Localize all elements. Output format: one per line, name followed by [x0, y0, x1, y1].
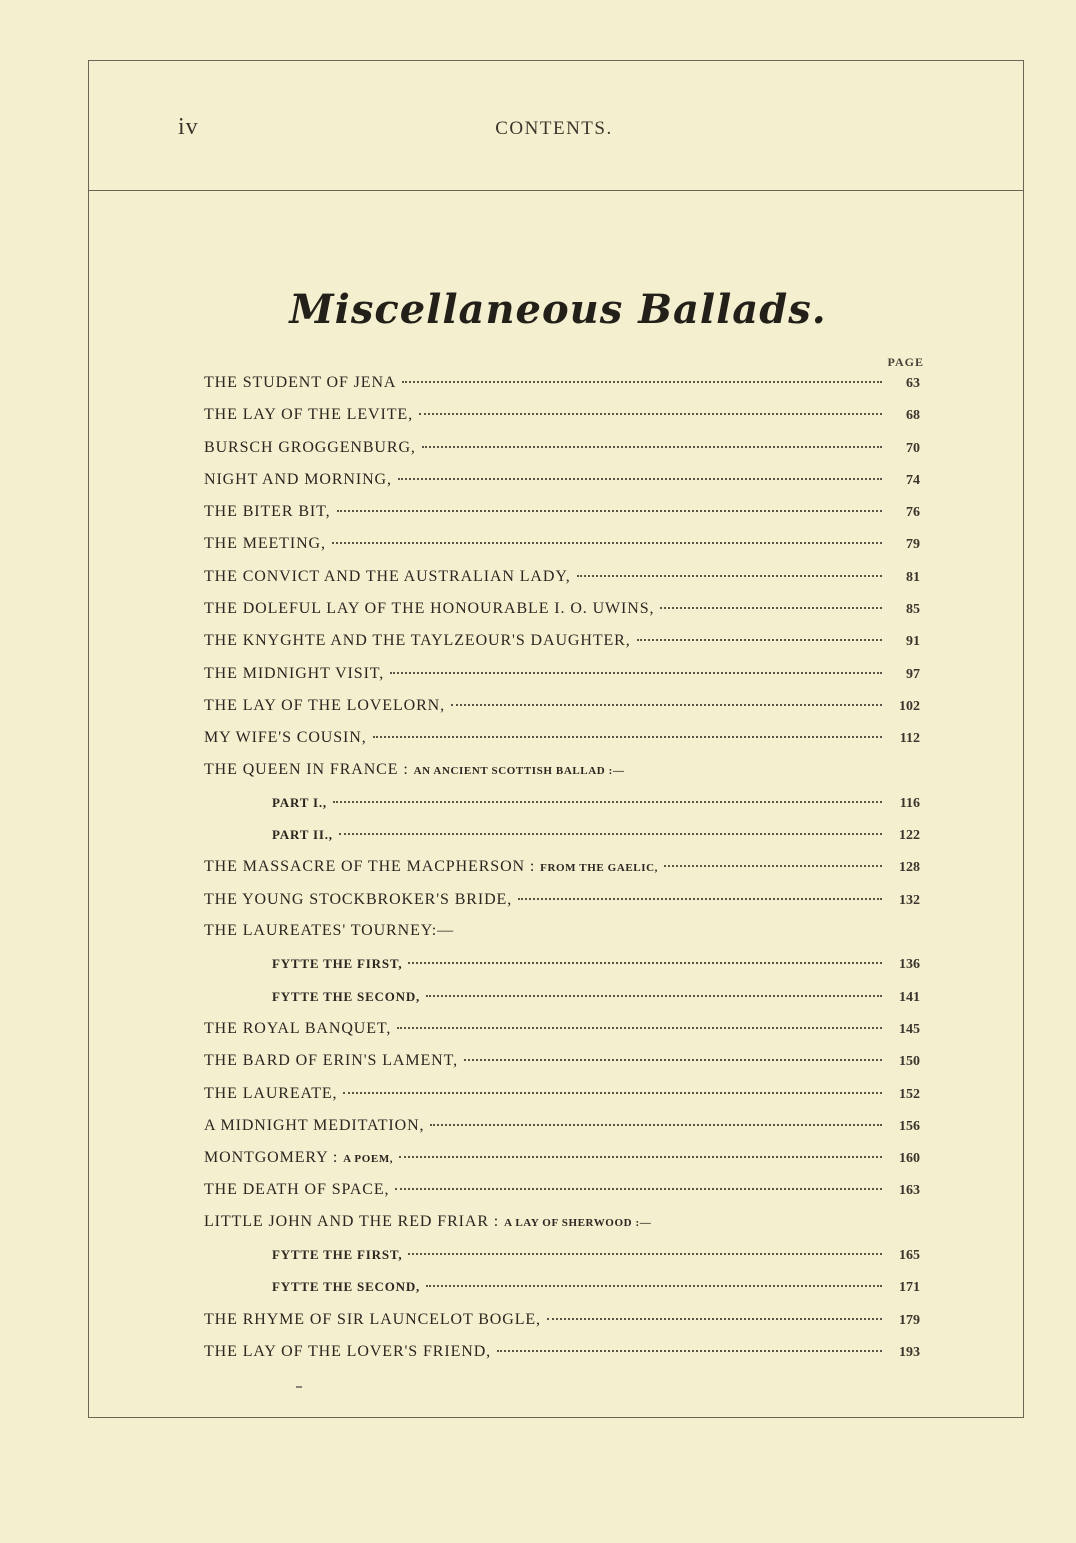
toc-entry-main-title: THE YOUNG STOCKBROKER'S BRIDE,	[204, 890, 513, 908]
toc-entry-title	[204, 761, 625, 779]
toc-entry-page: 81	[906, 569, 920, 585]
toc-entry-title	[272, 827, 333, 843]
dot-leader	[419, 401, 882, 415]
toc-entry	[204, 1342, 920, 1374]
toc-entry-main-title: MONTGOMERY :	[204, 1149, 339, 1167]
toc-entry-main-title: FYTTE THE FIRST,	[272, 956, 403, 972]
toc-entry-page: 122	[899, 828, 920, 844]
toc-entry-page: 76	[906, 505, 920, 521]
toc-entry-title	[204, 632, 631, 650]
toc-entry-title	[204, 535, 326, 553]
toc-entry-title	[204, 729, 367, 747]
dot-leader	[402, 369, 882, 383]
toc-entry	[204, 1180, 920, 1212]
toc-entry-main-title: THE LAY OF THE LEVITE,	[204, 406, 413, 424]
toc-entry-title	[204, 922, 454, 940]
dot-leader	[426, 983, 882, 997]
toc-entry-page: 79	[906, 537, 920, 553]
toc-entry-page: 132	[899, 892, 920, 908]
toc-entry-title	[272, 1247, 402, 1263]
dot-leader	[408, 950, 882, 964]
toc-entry-page: 136	[899, 957, 920, 973]
toc-entry-title	[272, 795, 327, 811]
toc-entry-main-title: THE QUEEN IN FRANCE :	[204, 760, 409, 778]
toc-entry-main-title: BURSCH GROGGENBURG,	[204, 438, 416, 456]
header-rule	[88, 190, 1024, 191]
dot-leader	[577, 563, 882, 577]
dot-leader	[373, 724, 882, 738]
toc-entry-page: 74	[906, 472, 920, 488]
toc-entry-main-title: THE ROYAL BANQUET,	[204, 1019, 392, 1037]
toc-entry-title	[204, 1181, 389, 1199]
toc-entry-main-title: THE LAY OF THE LOVELORN,	[204, 696, 445, 714]
toc-entry-main-title: THE CONVICT AND THE AUSTRALIAN LADY,	[204, 567, 571, 585]
dot-leader	[422, 434, 882, 448]
toc-entry-page: 179	[899, 1312, 920, 1328]
toc-entry-page: 150	[899, 1054, 920, 1070]
toc-entry-main-title: FYTTE THE SECOND,	[272, 1279, 421, 1295]
toc-entry-page: 112	[899, 731, 920, 747]
toc-entry-title	[272, 989, 420, 1005]
toc-entry-title	[204, 1149, 393, 1167]
toc-entry-page: 160	[899, 1151, 920, 1167]
dot-leader	[332, 530, 882, 544]
toc-entry-main-title: THE STUDENT OF JENA	[204, 374, 397, 391]
print-speck	[296, 1386, 302, 1388]
toc-entry-page: 70	[906, 440, 920, 456]
dot-leader	[451, 692, 882, 706]
toc-entry-main-title: THE RHYME OF SIR LAUNCELOT BOGLE,	[204, 1310, 541, 1328]
dot-leader	[637, 627, 882, 641]
toc-entry-title	[204, 858, 658, 876]
dot-leader	[397, 1015, 882, 1029]
toc-entry-page: 68	[906, 408, 920, 424]
toc-entry-main-title: THE MIDNIGHT VISIT,	[204, 664, 385, 682]
running-head: CONTENTS.	[495, 118, 613, 139]
dot-leader	[464, 1047, 882, 1061]
toc-entry-subtitle: FROM THE GAELIC,	[540, 862, 659, 875]
toc-entry-title	[204, 1020, 391, 1038]
toc-entry-title	[204, 697, 445, 715]
dot-leader	[660, 595, 882, 609]
dot-leader	[430, 1112, 882, 1126]
dot-leader	[547, 1306, 882, 1320]
toc-entry-title	[204, 1343, 491, 1361]
toc-entry-page: 171	[899, 1280, 920, 1296]
toc-entry-subtitle: A LAY OF SHERWOOD :—	[504, 1216, 652, 1229]
toc-entry-title	[204, 665, 384, 683]
toc-entry-title	[204, 439, 416, 457]
toc-entry-main-title: THE KNYGHTE AND THE TAYLZEOUR'S DAUGHTER,	[204, 632, 631, 650]
toc-entry-page: 91	[906, 634, 920, 650]
toc-entry-subtitle: AN ANCIENT SCOTTISH BALLAD :—	[413, 764, 625, 777]
dot-leader	[395, 1176, 882, 1190]
toc-entry-subtitle: A POEM,	[343, 1153, 394, 1166]
dot-leader	[339, 821, 882, 835]
toc-entry-title	[204, 503, 331, 521]
toc-entry-title	[204, 1117, 424, 1135]
toc-entry-title	[204, 891, 512, 909]
toc-entry-main-title: THE DEATH OF SPACE,	[204, 1181, 390, 1199]
toc-entry-page: 152	[899, 1086, 920, 1102]
toc-entry-main-title: A MIDNIGHT MEDITATION,	[204, 1116, 425, 1134]
toc-entry-title	[204, 600, 654, 618]
dot-leader	[333, 789, 882, 803]
dot-leader	[398, 466, 882, 480]
dot-leader	[343, 1080, 882, 1094]
toc-entry-title	[272, 1279, 420, 1295]
toc-entry-page: 63	[906, 376, 920, 391]
toc-entry-main-title: PART II.,	[272, 827, 333, 843]
toc-entry-main-title: THE BARD OF ERIN'S LAMENT,	[204, 1052, 458, 1070]
toc-entry-page: 156	[899, 1118, 920, 1134]
toc-entry-main-title: NIGHT AND MORNING,	[204, 470, 392, 488]
toc-entry-title	[272, 956, 402, 972]
toc-entry-page: 193	[899, 1344, 920, 1360]
toc-entry-main-title: FYTTE THE FIRST,	[272, 1247, 403, 1263]
dot-leader	[426, 1273, 882, 1287]
toc-entry-main-title: MY WIFE'S COUSIN,	[204, 729, 367, 747]
toc-entry	[204, 890, 920, 922]
toc-entry-main-title: THE DOLEFUL LAY OF THE HONOURABLE I. O. UWINS,	[204, 600, 655, 618]
toc-entry-page: 128	[899, 860, 920, 876]
toc-entry-main-title: THE MEETING,	[204, 535, 326, 553]
toc-entry-main-title: FYTTE THE SECOND,	[272, 988, 421, 1004]
dot-leader	[497, 1338, 882, 1352]
dot-leader	[664, 853, 882, 867]
dot-leader	[390, 660, 882, 674]
toc-entry-title	[204, 1052, 458, 1070]
section-title: Miscellaneous Ballads.	[289, 286, 827, 333]
contents-list	[204, 373, 920, 1374]
toc-entry-main-title: THE LAUREATE,	[204, 1084, 338, 1102]
toc-entry-page: 145	[899, 1021, 920, 1037]
toc-entry-title	[204, 1311, 541, 1329]
toc-entry-page: 102	[899, 698, 920, 714]
toc-entry	[204, 728, 920, 760]
dot-leader	[518, 886, 882, 900]
toc-entry-main-title: THE LAY OF THE LOVER'S FRIEND,	[204, 1342, 492, 1360]
dot-leader	[408, 1241, 882, 1255]
toc-entry-title	[204, 374, 396, 392]
toc-entry-title	[204, 1213, 651, 1231]
toc-entry-main-title: PART I.,	[272, 794, 327, 810]
page-number: iv	[178, 114, 199, 140]
toc-entry-page: 165	[899, 1248, 920, 1264]
toc-entry-page: 97	[906, 666, 920, 682]
toc-entry-title	[204, 568, 571, 586]
toc-entry-title	[204, 406, 413, 424]
toc-entry-main-title: LITTLE JOHN AND THE RED FRIAR :	[204, 1212, 500, 1230]
page-column-label: PAGE	[887, 355, 924, 369]
toc-entry-page: 85	[906, 602, 920, 618]
toc-entry-page: 141	[899, 989, 920, 1005]
toc-entry-main-title: THE MASSACRE OF THE MACPHERSON :	[204, 858, 536, 876]
dot-leader	[337, 498, 882, 512]
toc-entry-main-title: THE LAUREATES' TOURNEY:—	[204, 922, 454, 940]
toc-entry-page: 163	[899, 1183, 920, 1199]
dot-leader	[399, 1144, 882, 1158]
toc-entry-main-title: THE BITER BIT,	[204, 503, 331, 521]
toc-entry-title	[204, 471, 392, 489]
toc-entry-page: 116	[899, 795, 920, 811]
toc-entry-title	[204, 1085, 337, 1103]
